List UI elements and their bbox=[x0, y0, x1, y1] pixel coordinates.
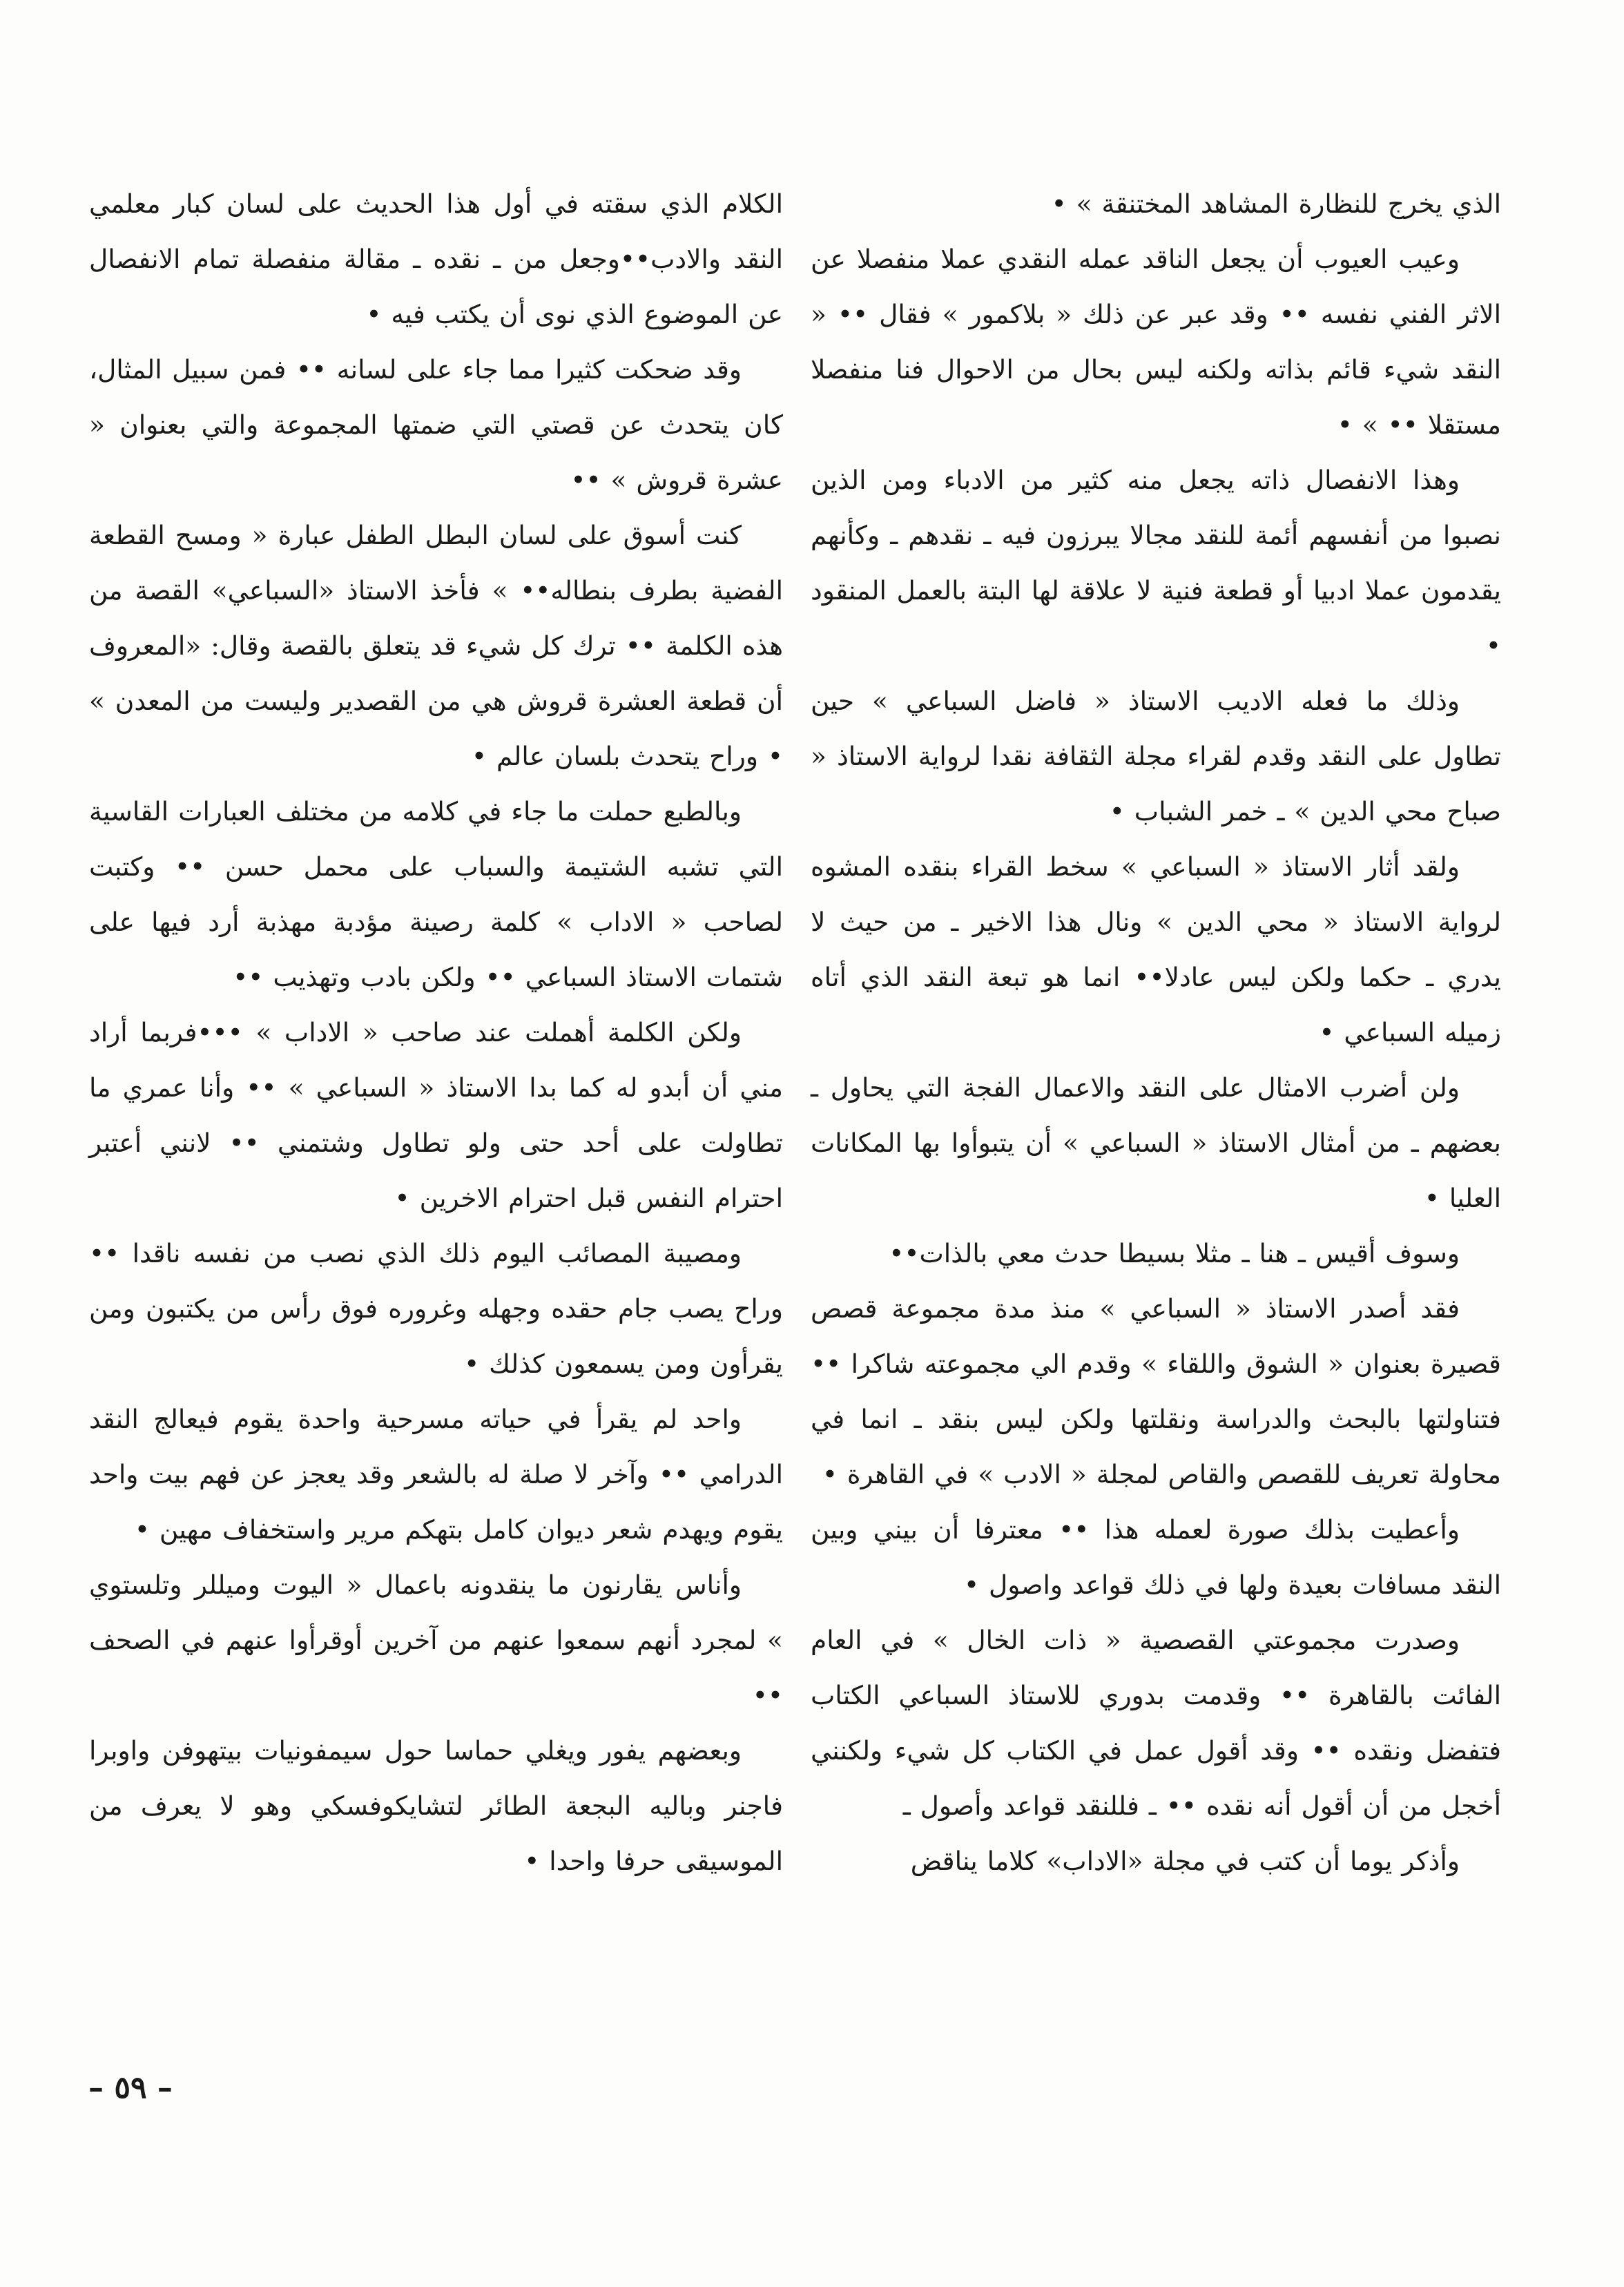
paragraph: فقد أصدر الاستاذ « السباعي » منذ مدة مجموعة قصص قصيرة بعنوان « الشوق واللقاء » وقدم الي مجموعته شاكرا •• فتناولتها بالبحث والدراسة ونقلتها ولكن ليس بنقد ـ انما في محاولة تعريف للقصص والقاص لمجلة « الادب » في القاهرة • bbox=[811, 1293, 1501, 1489]
paragraph: الذي يخرج للنظارة المشاهد المختنقة » • bbox=[1051, 189, 1501, 219]
page-number: – ٥٩ – bbox=[88, 2070, 173, 2105]
paragraph: كنت أسوق على لسان البطل الطفل عبارة « ومسح القطعة الفضية بطرف بنطاله•• » فأخذ الاستاذ «السباعي» القصة من هذه الكلمة •• ترك كل شيء قد يتعلق بالقصة وقال: «المعروف أن قطعة العشرة قروش هي من القصدير وليست من المعدن » • وراح يتحدث بلسان عالم • bbox=[89, 520, 783, 771]
paragraph: وذلك ما فعله الاديب الاستاذ « فاضل السباعي » حين تطاول على النقد وقدم لقراء مجلة الثقافة نقدا لرواية الاستاذ « صباح محي الدين » ـ خمر الشباب • bbox=[811, 686, 1501, 827]
paragraph: وهذا الانفصال ذاته يجعل منه كثير من الادباء ومن الذين نصبوا من أنفسهم أئمة للنقد مجالا يبرزون فيه ـ نقدهم ـ وكأنهم يقدمون عملا ادبيا أو قطعة فنية لا علاقة لها البتة بالعمل المنقود • bbox=[811, 465, 1501, 661]
paragraph: وقد ضحكت كثيرا مما جاء على لسانه •• فمن سبيل المثال، كان يتحدث عن قصتي التي ضمتها المجموعة والتي بعنوان « عشرة قروش » •• bbox=[89, 354, 783, 495]
paragraph: ولن أضرب الامثال على النقد والاعمال الفجة التي يحاول ـ بعضهم ـ من أمثال الاستاذ « السباعي » أن يتبوأوا بها المكانات العليا • bbox=[811, 1072, 1501, 1213]
paragraph: وعيب العيوب أن يجعل الناقد عمله النقدي عملا منفصلا عن الاثر الفني نفسه •• وقد عبر عن ذلك « بلاكمور » فقال •• « النقد شيء قائم بذاته ولكنه ليس بحال من الاحوال فنا منفصلا مستقلا •• » • bbox=[811, 244, 1501, 440]
right-column bbox=[811, 176, 1501, 1889]
paragraph: وأعطيت بذلك صورة لعمله هذا •• معترفا أن بيني وبين النقد مسافات بعيدة ولها في ذلك قواعد واصول • bbox=[811, 1514, 1501, 1600]
paragraph: وبعضهم يفور ويغلي حماسا حول سيمفونيات بيتهوفن واوبرا فاجنر وباليه البجعة الطائر لتشايكوفسكي وهو لا يعرف من الموسيقى حرفا واحدا • bbox=[89, 1735, 783, 1876]
paragraph: ولقد أثار الاستاذ « السباعي » سخط القراء بنقده المشوه لرواية الاستاذ « محي الدين » ونال هذا الاخير ـ من حيث لا يدري ـ حكما ولكن ليس عادلا•• انما هو تبعة النقد الذي أتاه زميله السباعي • bbox=[811, 851, 1501, 1048]
paragraph: وبالطبع حملت ما جاء في كلامه من مختلف العبارات القاسية التي تشبه الشتيمة والسباب على محمل حسن •• وكتبت لصاحب « الاداب » كلمة رصينة مؤدبة مهذبة أرد فيها على شتمات الاستاذ السباعي •• ولكن بادب وتهذيب •• bbox=[89, 796, 783, 992]
paragraph: الكلام الذي سقته في أول هذا الحديث على لسان كبار معلمي النقد والادب••وجعل من ـ نقده ـ مقالة منفصلة تمام الانفصال عن الموضوع الذي نوى أن يكتب فيه • bbox=[89, 189, 783, 329]
paragraph: وأذكر يوما أن كتب في مجلة «الاداب» كلاما يناقض bbox=[910, 1846, 1460, 1876]
paragraph: ومصيبة المصائب اليوم ذلك الذي نصب من نفسه ناقدا •• وراح يصب جام حقده وجهله وغروره فوق رأس من يكتبون ومن يقرأون ومن يسمعون كذلك • bbox=[89, 1238, 783, 1379]
paragraph: وأناس يقارنون ما ينقدونه باعمال « اليوت وميللر وتلستوي » لمجرد أنهم سمعوا عنهم من آخرين أوقرأوا عنهم في الصحف •• bbox=[89, 1570, 783, 1710]
paragraph: وسوف أقيس ـ هنا ـ مثلا بسيطا حدث معي بالذات•• bbox=[889, 1238, 1460, 1268]
paragraph: واحد لم يقرأ في حياته مسرحية واحدة يقوم فيعالج النقد الدرامي •• وآخر لا صلة له بالشعر وقد يعجز عن فهم بيت واحد يقوم ويهدم شعر ديوان كامل بتهكم مرير واستخفاف مهين • bbox=[89, 1404, 783, 1545]
paragraph: ولكن الكلمة أهملت عند صاحب « الاداب » •••فربما أراد مني أن أبدو له كما بدا الاستاذ « السباعي » •• وأنا عمري ما تطاولت على أحد حتى ولو تطاول وشتمني •• لانني أعتبر احترام النفس قبل احترام الاخرين • bbox=[89, 1017, 783, 1213]
paragraph: وصدرت مجموعتي القصصية « ذات الخال » في العام الفائت بالقاهرة •• وقدمت بدوري للاستاذ السباعي الكتاب فتفضل ونقده •• وقد أقول عمل في الكتاب كل شيء ولكنني أخجل من أن أقول أنه نقده •• ـ فللنقد قواعد وأصول ـ bbox=[811, 1625, 1501, 1821]
left-column bbox=[89, 176, 783, 1889]
